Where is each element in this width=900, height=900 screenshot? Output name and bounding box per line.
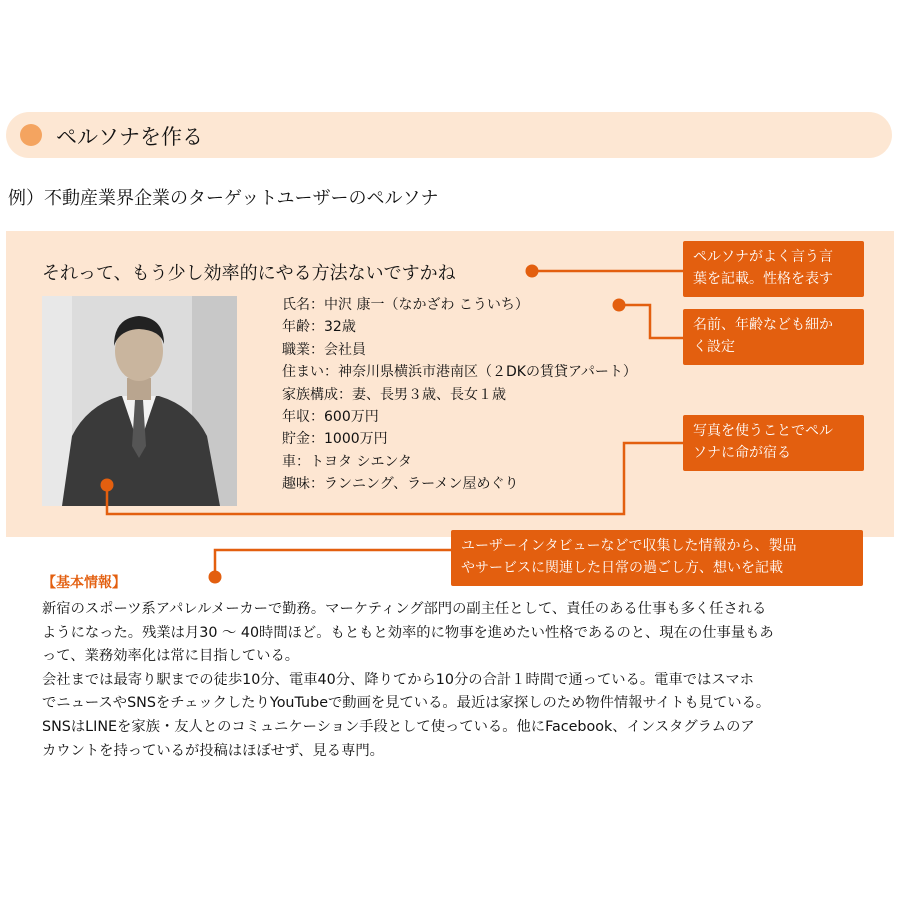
persona-quote: それって、もう少し効率的にやる方法ないですかね	[42, 263, 456, 284]
body-line: って、業務効率化は常に目指している。	[42, 648, 300, 665]
body-line: ようになった。残業は月30 ～ 40時間ほど。もともと効率的に物事を進めたい性格であるのと、現在の仕事量もあ	[42, 624, 774, 641]
connector-dot-icon	[526, 265, 539, 278]
body-line: カウントを持っているが投稿はほぼせず、見る専門。	[42, 742, 384, 759]
callout-line: く設定	[693, 339, 735, 355]
callout-details-note	[683, 309, 864, 365]
callout-line: やサービスに関連した日常の過ごし方、想いを記載	[461, 560, 783, 576]
body-line: 新宿のスポーツ系アパレルメーカーで勤務。マーケティング部門の副主任として、責任のある仕事も多く任される	[42, 601, 767, 617]
callout-line: ソナに命が宿る	[693, 445, 791, 461]
connector-dot-icon	[613, 299, 626, 312]
callout-photo-note	[683, 415, 864, 471]
detail-occupation: 職業：会社員	[282, 341, 366, 358]
callout-quote-note	[683, 241, 864, 297]
basic-info-body	[42, 598, 868, 763]
detail-name: 氏名：中沢 康一（なかざわ こういち）	[282, 297, 529, 313]
detail-savings: 貯金：1000万円	[282, 431, 388, 448]
callout-line: 名前、年齢なども細か	[693, 317, 833, 333]
detail-residence: 住まい：神奈川県横浜市港南区（２DKの賃貸アパート）	[282, 364, 637, 381]
body-line: SNSはLINEを家族・友人とのコミュニケーション手段として使っている。他にFacebook、インスタグラムのア	[42, 718, 755, 735]
example-subtitle: 例）不動産業界企業のターゲットユーザーのペルソナ	[8, 188, 439, 209]
callout-line: 葉を記載。性格を表す	[693, 271, 833, 287]
connector-dot-icon	[101, 479, 114, 492]
body-line: 会社までは最寄り駅までの徒歩10分、電車40分、降りてから10分の合計１時間で通っている。電車ではスマホ	[42, 671, 754, 688]
detail-income: 年収：600万円	[282, 409, 379, 426]
detail-hobby: 趣味：ランニング、ラーメン屋めぐり	[282, 476, 519, 493]
callout-basic-info-note	[451, 530, 863, 586]
body-line: でニュースやSNSをチェックしたりYouTubeで動画を見ている。最近は家探しのため物件情報サイトも見ている。	[42, 695, 771, 712]
detail-age: 年齢：32歳	[282, 319, 356, 336]
detail-car: 車：トヨタ シエンタ	[282, 453, 412, 470]
connector-dot-icon	[209, 571, 222, 584]
detail-family: 家族構成：妻、長男３歳、長女１歳	[282, 386, 506, 403]
callout-line: ペルソナがよく言う言	[693, 249, 833, 265]
callout-line: ユーザーインタビューなどで収集した情報から、製品	[461, 538, 797, 554]
callout-line: 写真を使うことでペル	[693, 423, 833, 439]
section-title: ペルソナを作る	[56, 125, 203, 149]
basic-info-heading: 【基本情報】	[42, 575, 126, 591]
